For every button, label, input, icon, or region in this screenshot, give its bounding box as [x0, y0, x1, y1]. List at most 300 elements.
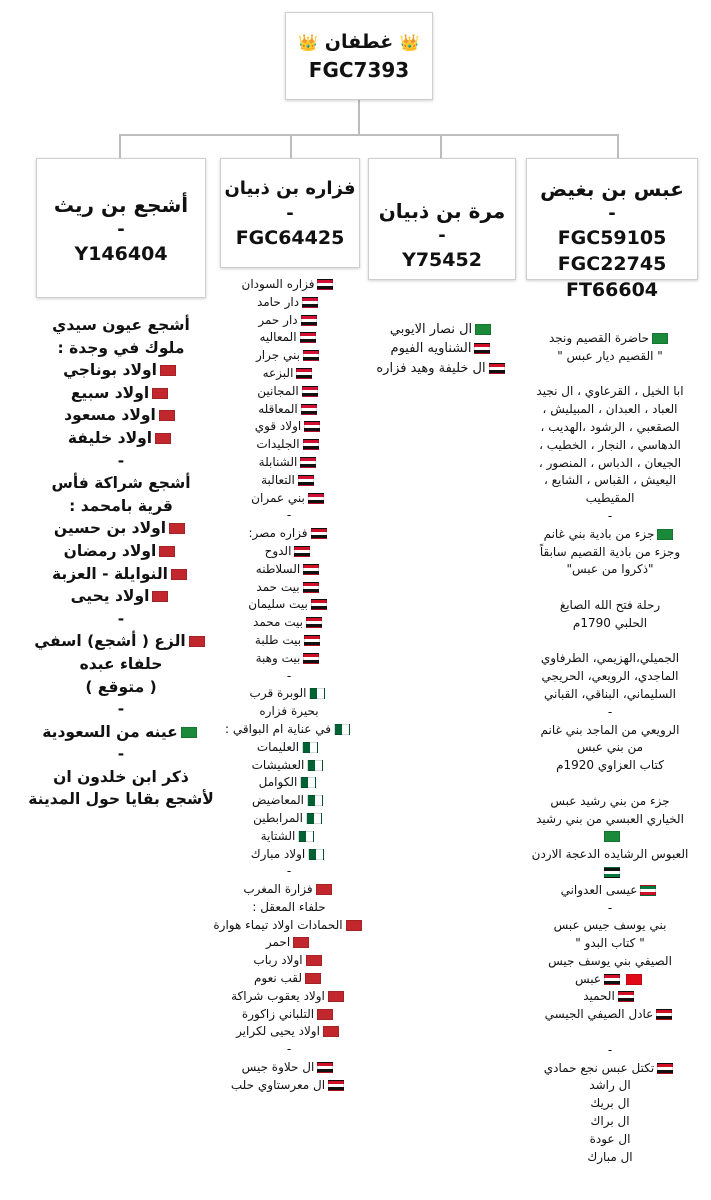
- list-item-text: -: [607, 900, 613, 915]
- node-code: FGC59105: [557, 227, 667, 249]
- list-item: [196, 952, 382, 970]
- list-item: [196, 828, 382, 846]
- list-item-text: فزاره السودان: [241, 277, 315, 291]
- flag-eg-icon: [303, 653, 319, 664]
- list-item-text: الدوح: [264, 543, 292, 558]
- list-item-text: اولاد يحيى: [70, 587, 150, 606]
- flag-eg-icon: [474, 343, 490, 354]
- list-item: [10, 359, 232, 382]
- flag-eg-icon: [304, 635, 320, 646]
- list-item: [512, 793, 708, 811]
- tree-connector: [290, 134, 292, 158]
- list-item-text: اولاد يحيى لكراير: [236, 1024, 320, 1039]
- list-item-text: وجزء من بادية القصيم سابقاً: [539, 544, 681, 559]
- list-item: [10, 404, 232, 427]
- node-code: Y146404: [74, 243, 168, 265]
- list-item: [512, 383, 708, 401]
- list-item-text: ابا الخيل ، القرعاوي ، ال نجيد: [536, 384, 684, 399]
- list-item-text: عيسى العدواني: [560, 882, 638, 897]
- list-item: [512, 472, 708, 490]
- list-item: [512, 366, 708, 384]
- root-node-ghatafan: [285, 12, 433, 100]
- flag-sa-icon: [181, 727, 197, 738]
- list-item-text: الكوامل: [258, 775, 298, 790]
- crown-icon: 👑: [399, 33, 420, 52]
- list-item-text: اولاد يعقوب شراكة: [231, 988, 325, 1003]
- node-title: عبس بن بغيض: [540, 177, 684, 201]
- list-item-text: [597, 865, 601, 879]
- list-item-text: الماجدي، الرويعي، الحريجي: [541, 669, 679, 684]
- list-item: [196, 1023, 382, 1041]
- list-item: [512, 846, 708, 864]
- list-item: [512, 1060, 708, 1078]
- list-item: [512, 757, 708, 775]
- list-item: [512, 882, 708, 900]
- list-item-text: عبس: [574, 971, 602, 986]
- list-item-text: النوايلة - العزبة: [51, 564, 168, 583]
- tree-connector: [440, 134, 442, 158]
- flag-sa-icon: [657, 529, 673, 540]
- flag-eg-icon: [303, 582, 319, 593]
- list-item-text: -: [607, 1042, 613, 1057]
- list-item: [512, 1113, 708, 1131]
- list-item: [362, 320, 522, 339]
- flag-eg-icon: [306, 617, 322, 628]
- flag-dz-icon: [334, 724, 350, 735]
- flag-dz-icon: [309, 688, 325, 699]
- list-item: [10, 766, 232, 789]
- list-item-text: جزء من بني رشيد عبس: [550, 793, 670, 808]
- list-item-text: -: [607, 508, 613, 523]
- list-item-text: لقب نعوم: [253, 971, 303, 986]
- list-item: [512, 900, 708, 918]
- list-item: [512, 686, 708, 704]
- list-item-text: حلفاء عبده: [79, 654, 163, 673]
- list-item: [512, 704, 708, 722]
- list-item: [196, 1077, 382, 1095]
- list-item: [10, 653, 232, 676]
- list-item-text: ال حلاوة جيس: [241, 1060, 315, 1075]
- flag-dz-icon: [298, 831, 314, 842]
- flag-eg-icon: [311, 528, 327, 539]
- node-title: أشجع بن ريث: [53, 193, 189, 217]
- list-item-text: عينه من السعودية: [42, 722, 178, 741]
- list-item-text: احمر: [265, 935, 291, 950]
- flag-sd-icon: [296, 368, 312, 379]
- list-item-text: " القصيم ديار عبس ": [557, 348, 663, 363]
- node-code: FGC64425: [235, 227, 345, 249]
- list-item-text: فزاره مصر:: [248, 526, 308, 541]
- list-item-text: اولاد خليفة: [67, 428, 153, 447]
- list-item: [10, 698, 232, 721]
- tree-connector: [617, 134, 619, 158]
- list-item-text: اولاد سبيع: [70, 383, 150, 402]
- list-item-text: رحلة فتح الله الصايغ: [559, 597, 661, 612]
- list-item-text: -: [117, 745, 125, 764]
- list-item-text: دار حمر: [258, 312, 298, 327]
- list-item: [512, 597, 708, 615]
- list-item: [512, 988, 708, 1006]
- list-item-text: العليمات: [256, 739, 300, 754]
- list-item: [10, 721, 232, 744]
- list-item: [512, 775, 708, 793]
- list-item-text: [597, 829, 601, 843]
- flag-jo-icon: [604, 867, 620, 878]
- list-item-text: فزارة المغرب: [243, 882, 313, 897]
- list-item-text: عادل الصيفي الجيسي: [544, 1007, 654, 1022]
- flag-ma-icon: [159, 410, 175, 421]
- list-item: [196, 846, 382, 864]
- murra-descendants-list: [362, 320, 522, 378]
- flag-sa-icon: [652, 333, 668, 344]
- flag-ma-icon: [155, 433, 171, 444]
- flag-dz-icon: [300, 777, 316, 788]
- list-item-text: [608, 580, 612, 594]
- list-item-text: بني يوسف جيس عبس: [553, 918, 667, 933]
- flag-sd-icon: [298, 475, 314, 486]
- tree-connector: [119, 134, 121, 158]
- flag-ye-icon: [618, 991, 634, 1002]
- list-item-text: اولاد رباب: [253, 953, 303, 968]
- flag-ma-icon: [328, 991, 344, 1002]
- list-item: [196, 1059, 382, 1077]
- list-item: [512, 490, 708, 508]
- list-item-text: الشنابلة: [258, 454, 298, 469]
- list-item-text: [608, 634, 612, 648]
- list-item: [512, 935, 708, 953]
- list-item-text: الحميد: [583, 989, 615, 1004]
- flag-eg-icon: [604, 974, 620, 985]
- flag-sd-icon: [300, 457, 316, 468]
- list-item-text: الحلبي 1790م: [572, 615, 648, 630]
- list-item: [512, 348, 708, 366]
- list-item: [196, 988, 382, 1006]
- list-item-text: العشيشات: [251, 757, 305, 772]
- list-item: [10, 676, 232, 699]
- node-ashja: [36, 158, 206, 298]
- flag-ma-icon: [316, 884, 332, 895]
- flag-sd-icon: [302, 386, 318, 397]
- flag-sd-icon: [317, 279, 333, 290]
- list-item: [196, 863, 382, 881]
- list-item-text: "ذكروا من عبس": [566, 562, 654, 577]
- flag-sa-icon: [604, 831, 620, 842]
- flag-ma-icon: [317, 1009, 333, 1020]
- list-item-text: " كتاب البدو ": [575, 936, 645, 951]
- list-item-text: ال خليفة وهيد فزاره: [376, 360, 486, 376]
- list-item-text: -: [117, 700, 125, 719]
- flag-ma-icon: [159, 546, 175, 557]
- list-item-text: ملوك في وجدة :: [57, 338, 185, 357]
- list-item: [512, 864, 708, 882]
- list-item: [10, 517, 232, 540]
- flag-sd-icon: [300, 332, 316, 343]
- flag-eg-icon: [328, 1080, 344, 1091]
- list-item-text: الوبرة قرب: [249, 686, 307, 701]
- list-item: [512, 544, 708, 562]
- flag-ma-icon: [169, 523, 185, 534]
- flag-ma-icon: [293, 937, 309, 948]
- list-item-text: اولاد قوي: [254, 419, 302, 434]
- list-item-text: قرية بامحمد :: [69, 496, 173, 515]
- list-item-text: حاضرة القصيم ونجد: [548, 331, 650, 345]
- list-item: [512, 1131, 708, 1149]
- list-item-text: الرويعي من الماجد بني غانم: [540, 722, 680, 737]
- list-item-text: أشجع عيون سيدي: [52, 316, 190, 334]
- flag-sd-icon: [301, 404, 317, 415]
- list-item: [10, 585, 232, 608]
- flag-dz-icon: [307, 760, 323, 771]
- list-item: [512, 419, 708, 437]
- list-item-text: السلاطنه: [255, 561, 301, 576]
- list-item: [512, 526, 708, 544]
- flag-ma-icon: [306, 955, 322, 966]
- crown-icon: 👑: [298, 33, 319, 52]
- list-item: [10, 630, 232, 653]
- list-item-text: الدهاسي ، النجار ، الخطيب ،: [539, 437, 681, 452]
- node-title: مرة بن ذبيان: [378, 199, 506, 223]
- list-item-text: أشجع شراكة فأس: [51, 474, 191, 493]
- list-item-text: ال معرستاوي حلب: [230, 1077, 326, 1092]
- flag-eg-icon: [311, 599, 327, 610]
- list-item: [512, 1095, 708, 1113]
- list-item-text: -: [117, 451, 125, 470]
- list-item: [196, 934, 382, 952]
- list-item: [196, 917, 382, 935]
- separator: -: [286, 203, 294, 224]
- list-item-text: بني عمران: [251, 490, 305, 505]
- list-item: [512, 811, 708, 829]
- flag-tr-icon: [626, 974, 642, 985]
- list-item-text: اولاد بن حسين: [53, 519, 167, 538]
- node-code: FT66604: [565, 279, 659, 301]
- flag-dz-icon: [308, 849, 324, 860]
- list-item-text: ذكر ابن خلدون ان: [53, 767, 189, 786]
- separator: -: [117, 219, 125, 240]
- list-item: [512, 633, 708, 651]
- list-item-text: بيت طلبة: [254, 632, 302, 647]
- list-item-text: ال نصار الايوبي: [389, 322, 473, 337]
- list-item-text: من بني عبس: [576, 740, 644, 755]
- list-item: [512, 953, 708, 971]
- separator: -: [438, 225, 446, 246]
- list-item-text: -: [607, 704, 613, 719]
- flag-sd-icon: [303, 439, 319, 450]
- list-item-text: بحيرة فزاره: [259, 704, 319, 719]
- list-item: [10, 337, 232, 360]
- flag-eg-icon: [317, 1062, 333, 1073]
- flag-eg-icon: [294, 546, 310, 557]
- list-item-text: التعالبة: [261, 472, 295, 487]
- list-item: [512, 1006, 708, 1024]
- list-item-text: في عناية ام البواقي :: [225, 721, 331, 736]
- list-item: [512, 668, 708, 686]
- list-item-text: -: [286, 668, 292, 683]
- flag-sd-icon: [302, 297, 318, 308]
- list-item-text: الجليدات: [256, 437, 300, 452]
- node-abs: [526, 158, 698, 301]
- list-item: [10, 427, 232, 450]
- list-item-text: العباد ، العبدان ، المبيليش ،: [542, 402, 678, 417]
- list-item-text: اولاد مسعود: [64, 406, 156, 425]
- abs-descendants-list: [512, 330, 708, 1166]
- list-item-text: -: [286, 1042, 292, 1057]
- list-item-text: المعاضيض: [252, 793, 304, 808]
- flag-eg-icon: [657, 1063, 673, 1074]
- list-item: [10, 472, 232, 495]
- tree-connector: [119, 134, 619, 136]
- list-item-text: -: [117, 609, 125, 628]
- list-item-text: بيت محمد: [253, 615, 303, 630]
- list-item: [512, 455, 708, 473]
- flag-ma-icon: [323, 1026, 339, 1037]
- list-item-text: جزء من بادية بني غانم: [543, 526, 655, 541]
- separator: -: [608, 203, 616, 224]
- list-item-text: العبوس الرشايده الدعجة الاردن: [531, 847, 689, 862]
- list-item-text: بيت سليمان: [248, 597, 308, 612]
- list-item: [512, 437, 708, 455]
- list-item-text: ال راشد: [589, 1078, 631, 1093]
- list-item-text: [608, 776, 612, 790]
- list-item-text: التلباني زاكورة: [241, 1006, 315, 1021]
- list-item: [512, 1077, 708, 1095]
- list-item-text: -: [286, 864, 292, 879]
- list-item-text: الصيفي بني يوسف جيس: [548, 953, 672, 968]
- list-item: [512, 330, 708, 348]
- list-item-text: المقيطيب: [585, 491, 635, 506]
- flag-ma-icon: [346, 920, 362, 931]
- ashja-descendants-list: [10, 314, 232, 811]
- flag-ma-icon: [171, 569, 187, 580]
- list-item-text: الخياري العبسي من بني رشيد: [536, 811, 684, 826]
- list-item-text: دار حامد: [256, 294, 300, 309]
- list-item: [196, 276, 382, 294]
- list-item-text: بني جرار: [256, 348, 300, 363]
- list-item-text: اولاد مبارك: [250, 846, 306, 861]
- list-item: [10, 495, 232, 518]
- list-item-text: الجيعان ، الدباس ، المنصور ،: [538, 455, 682, 470]
- list-item-text: تكتل عبس نجع حمادي: [543, 1060, 655, 1075]
- list-item: [10, 563, 232, 586]
- flag-dz-icon: [307, 795, 323, 806]
- list-item-text: بيت وهبة: [255, 650, 301, 665]
- list-item: [512, 561, 708, 579]
- list-item-text: ال بريك: [590, 1096, 630, 1111]
- root-name: غطفان: [324, 31, 394, 53]
- list-item-text: ال براك: [590, 1114, 630, 1129]
- list-item: [196, 810, 382, 828]
- flag-eg-icon: [303, 564, 319, 575]
- flag-sd-icon: [304, 421, 320, 432]
- list-item: [512, 1024, 708, 1042]
- tree-connector: [358, 100, 360, 134]
- list-item: [512, 1149, 708, 1167]
- list-item: [512, 650, 708, 668]
- list-item: [512, 722, 708, 740]
- list-item-text: [608, 1025, 612, 1039]
- flag-kw-icon: [640, 885, 656, 896]
- list-item-text: الصقعبي ، الرشود ،الهديب ،: [540, 419, 680, 434]
- node-fazara: [220, 158, 360, 268]
- node-title: فزاره بن ذبيان: [224, 178, 356, 199]
- node-murra: [368, 158, 516, 280]
- list-item: [512, 615, 708, 633]
- list-item: [512, 828, 708, 846]
- root-code: FGC7393: [308, 58, 410, 82]
- flag-ma-icon: [189, 636, 205, 647]
- list-item-text: المعاقله: [258, 401, 298, 416]
- list-item: [196, 881, 382, 899]
- list-item-text: اولاد رمضان: [63, 541, 157, 560]
- list-item: [10, 382, 232, 405]
- list-item-text: السليماني، البناقي، القباني: [544, 686, 676, 701]
- flag-ma-icon: [152, 591, 168, 602]
- list-item-text: -: [286, 508, 292, 523]
- list-item-text: اليعيش ، القباس ، الشايع ،: [543, 473, 677, 488]
- list-item: [512, 1042, 708, 1060]
- flag-dz-icon: [306, 813, 322, 824]
- list-item-text: [608, 367, 612, 381]
- list-item-text: ال مبارك: [587, 1149, 633, 1164]
- list-item: [10, 743, 232, 766]
- list-item-text: المجانين: [257, 383, 299, 398]
- list-item: [196, 294, 382, 312]
- list-item: [10, 788, 232, 811]
- flag-dz-icon: [302, 742, 318, 753]
- flag-eg-icon: [489, 363, 505, 374]
- list-item: [196, 899, 382, 917]
- node-code: FGC22745: [557, 253, 667, 275]
- list-item: [362, 359, 522, 378]
- flag-sd-icon: [301, 315, 317, 326]
- list-item: [10, 540, 232, 563]
- list-item: [196, 1041, 382, 1059]
- list-item: [196, 970, 382, 988]
- flag-ma-icon: [160, 365, 176, 376]
- list-item: [10, 450, 232, 473]
- list-item-text: البزعه: [262, 365, 294, 380]
- list-item-text: الحمادات اولاد تيماء هوارة: [213, 917, 343, 932]
- list-item-text: المرابطين: [253, 810, 303, 825]
- list-item-text: حلفاء المعقل :: [252, 899, 326, 914]
- list-item-text: اولاد بوناجي: [63, 361, 157, 380]
- list-item-text: كتاب العزاوي 1920م: [556, 758, 664, 773]
- list-item-text: الشناويه الفيوم: [390, 341, 472, 357]
- list-item-text: المعاليه: [259, 330, 297, 345]
- list-item-text: الجميلي،الهزيمي، الطرفاوي: [540, 651, 680, 666]
- list-item: [512, 971, 708, 989]
- flag-ma-icon: [152, 388, 168, 399]
- list-item: [10, 608, 232, 631]
- list-item: [512, 917, 708, 935]
- flag-sd-icon: [303, 350, 319, 361]
- list-item: [512, 739, 708, 757]
- list-item: [512, 579, 708, 597]
- flag-sd-icon: [308, 493, 324, 504]
- list-item: [512, 401, 708, 419]
- list-item-text: الزع ( أشجع) اسفي: [34, 632, 186, 651]
- list-item-text: بيت حمد: [256, 579, 300, 594]
- list-item: [362, 339, 522, 358]
- list-item: [512, 508, 708, 526]
- flag-ma-icon: [305, 973, 321, 984]
- list-item-text: لأشجع بقايا حول المدينة: [28, 790, 214, 809]
- list-item-text: ال عودة: [589, 1131, 631, 1146]
- node-code: Y75452: [402, 249, 482, 271]
- list-item-text: الشتاية: [260, 828, 296, 843]
- list-item-text: ( متوقع ): [85, 677, 157, 696]
- flag-sa-icon: [475, 324, 491, 335]
